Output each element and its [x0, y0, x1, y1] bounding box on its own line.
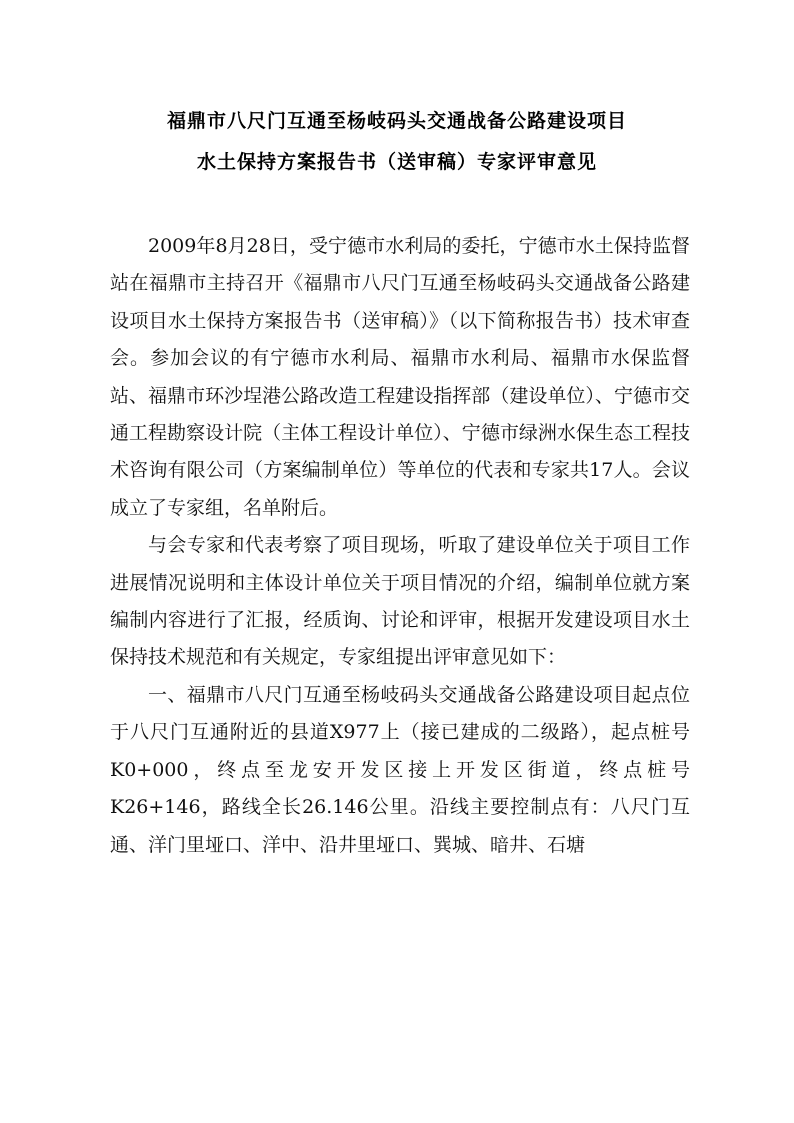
document-body — [110, 228, 690, 864]
body-paragraph-3: 一、福鼎市八尺门互通至杨岐码头交通战备公路建设项目起点位于八尺门互通附近的县道X977上（接已建成的二级路），起点桩号K0+000，终点至龙安开发区接上开发区街道，终点桩号K26+146，路线全长26.146公里。沿线主要控制点有：八尺门互通、洋门里垭口、洋中、沿井里垭口、巽城、暗井、石塘 — [110, 683, 690, 856]
body-paragraph-2: 与会专家和代表考察了项目现场，听取了建设单位关于项目工作进展情况说明和主体设计单位关于项目情况的介绍，编制单位就方案编制内容进行了汇报，经质询、讨论和评审，根据开发建设项目水土保持技术规范和有关规定，专家组提出评审意见如下： — [110, 534, 690, 669]
body-paragraph-1: 2009年8月28日，受宁德市水利局的委托，宁德市水土保持监督站在福鼎市主持召开《福鼎市八尺门互通至杨岐码头交通战备公路建设项目水土保持方案报告书（送审稿）》（以下简称报告书）技术审查会。参加会议的有宁德市水利局、福鼎市水利局、福鼎市水保监督站、福鼎市环沙埕港公路改造工程建设指挥部（建设单位）、宁德市交通工程勘察设计院（主体工程设计单位）、宁德市绿洲水保生态工程技术咨询有限公司（方案编制单位）等单位的代表和专家共17人。会议成立了专家组，名单附后。 — [110, 235, 690, 519]
document-title-line-1: 福鼎市八尺门互通至杨岐码头交通战备公路建设项目 — [166, 110, 627, 132]
document-title-line-2: 水土保持方案报告书（送审稿）专家评审意见 — [196, 151, 597, 173]
